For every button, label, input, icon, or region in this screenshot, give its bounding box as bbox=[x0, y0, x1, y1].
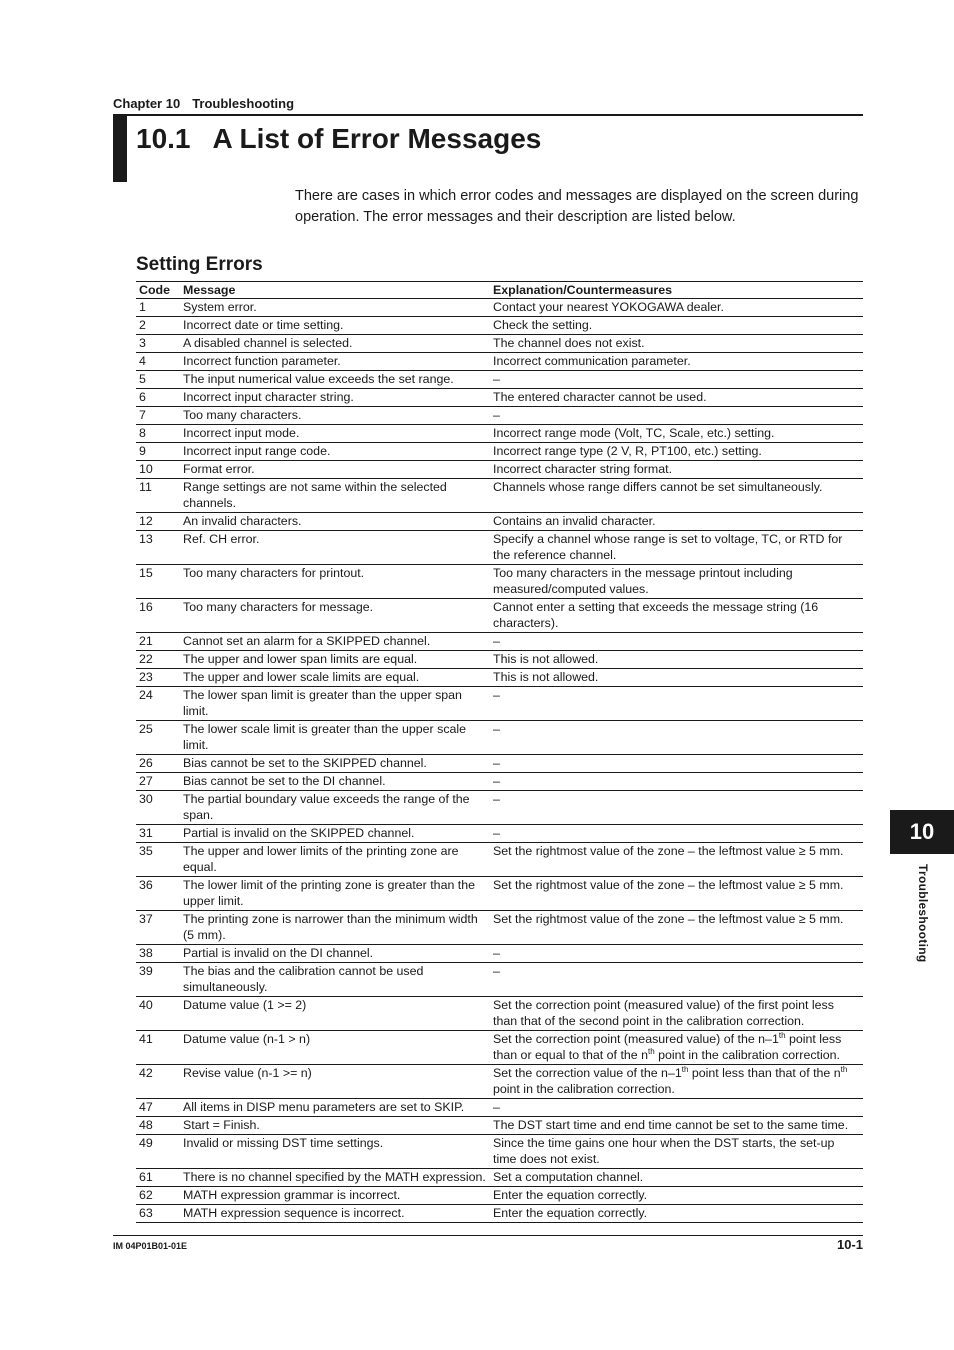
error-explanation: – bbox=[490, 945, 863, 963]
error-explanation: Set the correction value of the n–1th point less than that of the $n^{th}$ point in the calibration correction. bbox=[490, 1065, 863, 1099]
error-message: Partial is invalid on the DI channel. bbox=[181, 945, 490, 963]
error-explanation: Set the correction point (measured value) of the first point less than that of the second point in the calibration correction. bbox=[490, 997, 863, 1031]
table-row bbox=[136, 371, 863, 389]
section-number: 10.1 bbox=[136, 123, 191, 154]
error-code: 42 bbox=[136, 1065, 181, 1099]
error-explanation: Cannot enter a setting that exceeds the message string (16 characters). bbox=[490, 599, 863, 633]
footer-page-number: 10-1 bbox=[836, 1237, 863, 1252]
error-code: 49 bbox=[136, 1135, 181, 1169]
error-explanation: The DST start time and end time cannot be set to the same time. bbox=[490, 1117, 863, 1135]
error-code: 63 bbox=[136, 1205, 181, 1223]
error-code: 4 bbox=[136, 353, 181, 371]
table-row bbox=[136, 565, 863, 599]
error-code: 26 bbox=[136, 755, 181, 773]
error-message: The lower span limit is greater than the upper span limit. bbox=[181, 687, 490, 721]
error-message: Range settings are not same within the selected channels. bbox=[181, 479, 490, 513]
error-code: 13 bbox=[136, 531, 181, 565]
error-message: Bias cannot be set to the DI channel. bbox=[181, 773, 490, 791]
table-row bbox=[136, 389, 863, 407]
error-explanation: Set the rightmost value of the zone – the leftmost value ≥ 5 mm. bbox=[490, 843, 863, 877]
header-rule bbox=[113, 114, 863, 116]
error-code: 21 bbox=[136, 633, 181, 651]
error-message: An invalid characters. bbox=[181, 513, 490, 531]
error-message: A disabled channel is selected. bbox=[181, 335, 490, 353]
table-row bbox=[136, 317, 863, 335]
error-explanation: Specify a channel whose range is set to voltage, TC, or RTD for the reference channel. bbox=[490, 531, 863, 565]
error-code: 16 bbox=[136, 599, 181, 633]
error-message: Incorrect input range code. bbox=[181, 443, 490, 461]
error-code: 61 bbox=[136, 1169, 181, 1187]
error-code: 41 bbox=[136, 1031, 181, 1065]
error-message: The printing zone is narrower than the minimum width (5 mm). bbox=[181, 911, 490, 945]
error-message: Incorrect input mode. bbox=[181, 425, 490, 443]
intro-paragraph: There are cases in which error codes and messages are displayed on the screen during operation. The error messages and their description are listed below. bbox=[295, 188, 859, 225]
section-title: A List of Error Messages bbox=[212, 123, 542, 154]
table-row bbox=[136, 461, 863, 479]
table-row bbox=[136, 843, 863, 877]
chapter-label: Chapter 10 bbox=[113, 96, 181, 111]
table-row bbox=[136, 299, 863, 317]
error-explanation: – bbox=[490, 791, 863, 825]
error-explanation: Check the setting. bbox=[490, 317, 863, 335]
error-code: 24 bbox=[136, 687, 181, 721]
column-header-code: Code bbox=[136, 282, 181, 299]
error-explanation: – bbox=[490, 407, 863, 425]
table-row bbox=[136, 721, 863, 755]
error-message: Too many characters for printout. bbox=[181, 565, 490, 599]
table-row bbox=[136, 1205, 863, 1223]
error-code: 25 bbox=[136, 721, 181, 755]
error-code: 11 bbox=[136, 479, 181, 513]
table-row bbox=[136, 997, 863, 1031]
table-row bbox=[136, 773, 863, 791]
error-explanation: – bbox=[490, 721, 863, 755]
error-message: Start = Finish. bbox=[181, 1117, 490, 1135]
table-row bbox=[136, 1117, 863, 1135]
error-message: Too many characters. bbox=[181, 407, 490, 425]
error-explanation: Since the time gains one hour when the DST starts, the set-up time does not exist. bbox=[490, 1135, 863, 1169]
error-explanation: – bbox=[490, 963, 863, 997]
error-code: 8 bbox=[136, 425, 181, 443]
error-message: The upper and lower scale limits are equal. bbox=[181, 669, 490, 687]
table-row bbox=[136, 911, 863, 945]
error-code: 22 bbox=[136, 651, 181, 669]
error-message: Datume value (n-1 > n) bbox=[181, 1031, 490, 1065]
column-header-message: Message bbox=[181, 282, 490, 299]
error-message: Cannot set an alarm for a SKIPPED channel. bbox=[181, 633, 490, 651]
error-code: 31 bbox=[136, 825, 181, 843]
error-code: 40 bbox=[136, 997, 181, 1031]
table-row bbox=[136, 825, 863, 843]
error-code: 62 bbox=[136, 1187, 181, 1205]
error-explanation: This is not allowed. bbox=[490, 669, 863, 687]
error-explanation: This is not allowed. bbox=[490, 651, 863, 669]
error-code: 30 bbox=[136, 791, 181, 825]
error-code: 35 bbox=[136, 843, 181, 877]
page-title bbox=[136, 122, 541, 156]
error-message: Ref. CH error. bbox=[181, 531, 490, 565]
table-row bbox=[136, 651, 863, 669]
error-message: The lower scale limit is greater than the upper scale limit. bbox=[181, 721, 490, 755]
table-body bbox=[136, 299, 863, 1223]
error-message: The lower limit of the printing zone is greater than the upper limit. bbox=[181, 877, 490, 911]
table-row bbox=[136, 755, 863, 773]
footer-rule bbox=[113, 1235, 863, 1236]
error-explanation: Too many characters in the message printout including measured/computed values. bbox=[490, 565, 863, 599]
error-code: 38 bbox=[136, 945, 181, 963]
chapter-side-label: Troubleshooting bbox=[916, 864, 930, 963]
table-header-row bbox=[136, 282, 863, 299]
table-row bbox=[136, 425, 863, 443]
title-accent-bar bbox=[113, 114, 127, 182]
error-code: 5 bbox=[136, 371, 181, 389]
table-row bbox=[136, 353, 863, 371]
error-message: Too many characters for message. bbox=[181, 599, 490, 633]
table-row bbox=[136, 1031, 863, 1065]
error-explanation: Set the correction point (measured value) of the n–1th point less than or equal to that of the $n^{th}$ point in the calibration correction. bbox=[490, 1031, 863, 1065]
error-explanation: – bbox=[490, 1099, 863, 1117]
error-explanation: Incorrect range type (2 V, R, PT100, etc.) setting. bbox=[490, 443, 863, 461]
error-explanation: Incorrect range mode (Volt, TC, Scale, etc.) setting. bbox=[490, 425, 863, 443]
error-explanation: – bbox=[490, 633, 863, 651]
error-explanation: – bbox=[490, 687, 863, 721]
table-row bbox=[136, 407, 863, 425]
chapter-tab: 10 bbox=[890, 810, 954, 854]
table-row bbox=[136, 335, 863, 353]
error-message: Invalid or missing DST time settings. bbox=[181, 1135, 490, 1169]
error-code: 47 bbox=[136, 1099, 181, 1117]
error-explanation: Channels whose range differs cannot be set simultaneously. bbox=[490, 479, 863, 513]
table-row bbox=[136, 479, 863, 513]
error-code: 48 bbox=[136, 1117, 181, 1135]
error-explanation: Contains an invalid character. bbox=[490, 513, 863, 531]
error-explanation: Set the rightmost value of the zone – the leftmost value ≥ 5 mm. bbox=[490, 911, 863, 945]
error-message: Partial is invalid on the SKIPPED channel. bbox=[181, 825, 490, 843]
table-row bbox=[136, 633, 863, 651]
table-row bbox=[136, 1169, 863, 1187]
error-message: System error. bbox=[181, 299, 490, 317]
error-message: The upper and lower limits of the printing zone are equal. bbox=[181, 843, 490, 877]
error-code: 7 bbox=[136, 407, 181, 425]
error-code: 10 bbox=[136, 461, 181, 479]
chapter-title: Troubleshooting bbox=[192, 96, 295, 111]
error-message: The bias and the calibration cannot be used simultaneously. bbox=[181, 963, 490, 997]
error-code: 27 bbox=[136, 773, 181, 791]
error-code: 1 bbox=[136, 299, 181, 317]
footer-doc-id: IM 04P01B01-01E bbox=[113, 1241, 188, 1251]
error-code: 12 bbox=[136, 513, 181, 531]
error-message: Bias cannot be set to the SKIPPED channel. bbox=[181, 755, 490, 773]
error-explanation: – bbox=[490, 371, 863, 389]
error-message: Datume value (1 >= 2) bbox=[181, 997, 490, 1031]
table-row bbox=[136, 945, 863, 963]
table-row bbox=[136, 669, 863, 687]
error-message: MATH expression sequence is incorrect. bbox=[181, 1205, 490, 1223]
table-row bbox=[136, 513, 863, 531]
table-row bbox=[136, 791, 863, 825]
table-row bbox=[136, 1135, 863, 1169]
error-explanation: – bbox=[490, 825, 863, 843]
error-message: The input numerical value exceeds the set range. bbox=[181, 371, 490, 389]
error-message: There is no channel specified by the MATH expression. bbox=[181, 1169, 490, 1187]
error-code: 15 bbox=[136, 565, 181, 599]
error-explanation: The entered character cannot be used. bbox=[490, 389, 863, 407]
error-code: 6 bbox=[136, 389, 181, 407]
error-explanation: The channel does not exist. bbox=[490, 335, 863, 353]
table-row bbox=[136, 443, 863, 461]
error-message: Incorrect function parameter. bbox=[181, 353, 490, 371]
table-row bbox=[136, 531, 863, 565]
column-header-explanation: Explanation/Countermeasures bbox=[490, 282, 863, 299]
error-message: Incorrect date or time setting. bbox=[181, 317, 490, 335]
error-message: The upper and lower span limits are equal. bbox=[181, 651, 490, 669]
table-row bbox=[136, 1099, 863, 1117]
error-message: MATH expression grammar is incorrect. bbox=[181, 1187, 490, 1205]
error-message: Incorrect input character string. bbox=[181, 389, 490, 407]
setting-errors-heading: Setting Errors bbox=[136, 254, 263, 275]
error-message: The partial boundary value exceeds the range of the span. bbox=[181, 791, 490, 825]
table-row bbox=[136, 687, 863, 721]
error-explanation: – bbox=[490, 755, 863, 773]
error-explanation: Incorrect character string format. bbox=[490, 461, 863, 479]
table-row bbox=[136, 877, 863, 911]
error-message: All items in DISP menu parameters are set to SKIP. bbox=[181, 1099, 490, 1117]
table-row bbox=[136, 1187, 863, 1205]
error-code: 36 bbox=[136, 877, 181, 911]
table-row bbox=[136, 599, 863, 633]
error-message: Format error. bbox=[181, 461, 490, 479]
chapter-header bbox=[113, 96, 863, 112]
error-table bbox=[136, 281, 863, 1223]
error-explanation: Enter the equation correctly. bbox=[490, 1187, 863, 1205]
error-code: 2 bbox=[136, 317, 181, 335]
table-row bbox=[136, 1065, 863, 1099]
error-code: 9 bbox=[136, 443, 181, 461]
error-message: Revise value (n-1 >= n) bbox=[181, 1065, 490, 1099]
error-explanation: Set the rightmost value of the zone – the leftmost value ≥ 5 mm. bbox=[490, 877, 863, 911]
error-code: 39 bbox=[136, 963, 181, 997]
error-explanation: Contact your nearest YOKOGAWA dealer. bbox=[490, 299, 863, 317]
error-explanation: Incorrect communication parameter. bbox=[490, 353, 863, 371]
table-row bbox=[136, 963, 863, 997]
error-code: 37 bbox=[136, 911, 181, 945]
error-explanation: – bbox=[490, 773, 863, 791]
error-explanation: Enter the equation correctly. bbox=[490, 1205, 863, 1223]
error-explanation: Set a computation channel. bbox=[490, 1169, 863, 1187]
error-code: 3 bbox=[136, 335, 181, 353]
error-code: 23 bbox=[136, 669, 181, 687]
